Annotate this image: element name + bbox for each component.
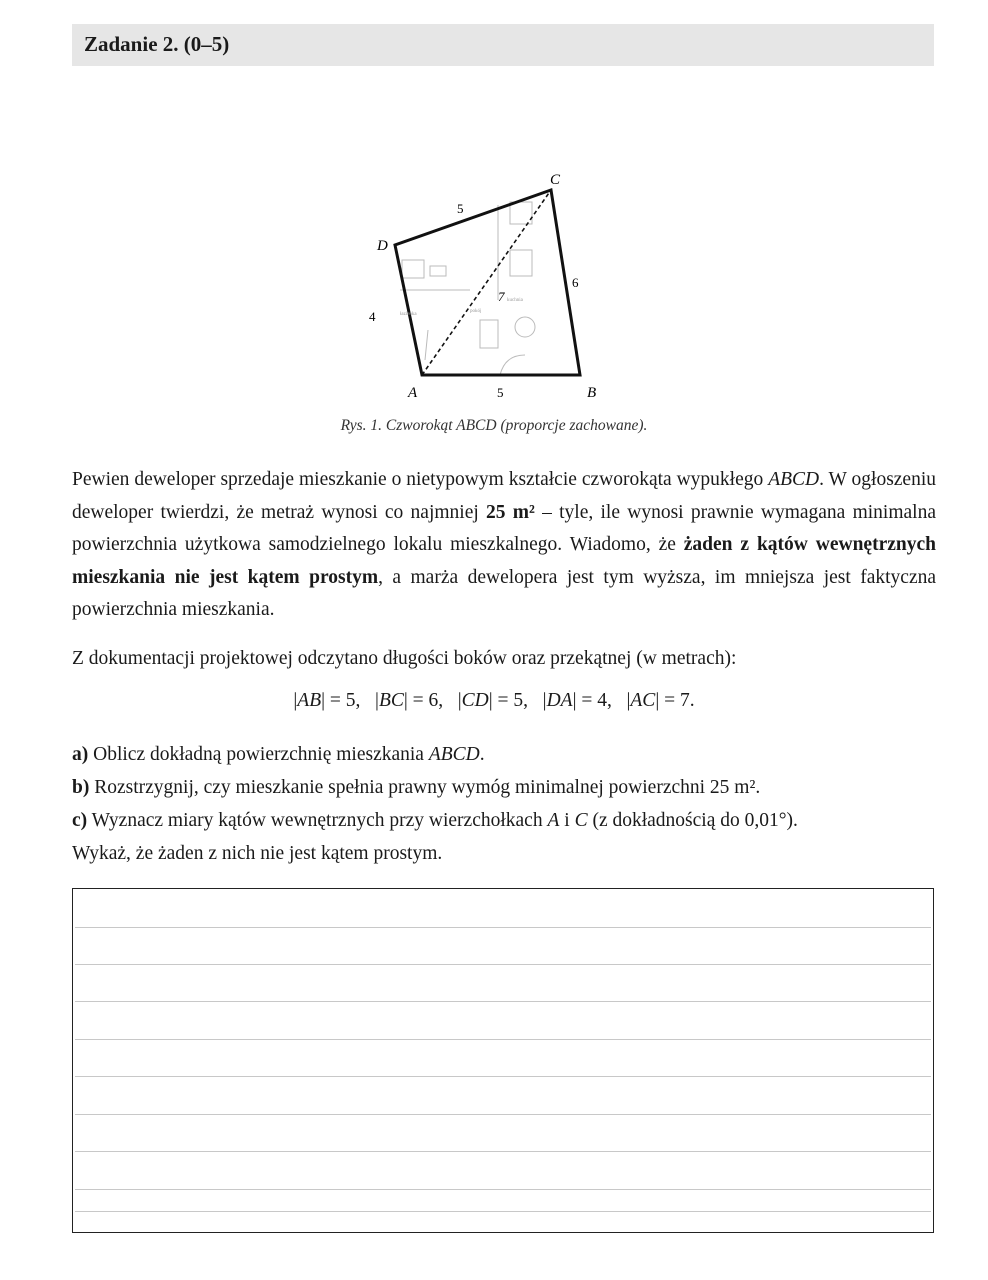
fridge-shape — [510, 250, 532, 276]
side-label-bc: 6 — [572, 275, 579, 290]
question-a-text: Oblicz dokładną powierzchnię mieszkania — [88, 744, 429, 765]
formula-bc: BC — [378, 690, 404, 711]
question-c — [72, 804, 952, 837]
question-a — [72, 738, 952, 771]
vertex-label-a: A — [408, 385, 418, 401]
bathtub-shape — [402, 260, 424, 278]
question-c-vertex-c: C — [574, 810, 588, 831]
formula-ac-value: = 7. — [659, 690, 695, 711]
door-arc — [500, 355, 525, 375]
answer-box[interactable] — [72, 888, 934, 1233]
paragraph-intro — [72, 464, 936, 627]
room-label-lazienka: łazienka — [400, 312, 417, 317]
question-c-label: c) — [72, 810, 88, 831]
intro-text-1: Pewien deweloper sprzedaje mieszkanie o nietypowym kształcie czworokąta wypukłego — [72, 469, 764, 490]
answer-line — [75, 1001, 931, 1002]
intro-bold-statement: żaden z kątów wewnętrznych mieszkania nie jest kątem prostym — [72, 534, 936, 588]
question-b-text: Rozstrzygnij, czy mieszkanie spełnia prawny wymóg minimalnej powierzchni 25 m². — [89, 777, 761, 798]
intro-text-2: . W ogłoszeniu deweloper twierdzi, że metraż wynosi co najmniej — [72, 469, 937, 523]
quadrilateral-outline — [395, 190, 580, 375]
answer-line — [75, 927, 931, 928]
room-label-pokoj: pokój — [470, 309, 482, 314]
side-label-da: 4 — [369, 309, 376, 324]
vertex-label-d: D — [377, 238, 388, 254]
intro-text-4: , a marża dewelopera jest tym wyższa, im mniejsza jest faktyczna powierzchnia mieszkania. — [72, 566, 937, 620]
question-a-label: a) — [72, 744, 89, 765]
task-title: Zadanie 2. (0–5) — [84, 32, 230, 56]
diagonal-label-ac: 7 — [498, 289, 505, 304]
wall-line — [425, 330, 428, 360]
formula-cd: CD — [461, 690, 489, 711]
questions-list — [72, 738, 952, 870]
side-label-cd: 5 — [457, 201, 464, 216]
formula-cd-value: = 5, — [492, 690, 529, 711]
table-shape — [515, 317, 535, 337]
intro-abcd: ABCD — [768, 469, 820, 490]
figure-caption: Rys. 1. Czworokąt ABCD (proporcje zachowane). — [340, 417, 648, 434]
question-c-text-1: Wyznacz miary kątów wewnętrznych przy wierzchołkach — [87, 810, 548, 831]
question-b — [72, 771, 952, 804]
intro-area: 25 m² — [486, 501, 535, 523]
formula-ab-value: = 5, — [325, 690, 361, 711]
stove-shape — [510, 202, 532, 224]
question-c-conjunction: i — [559, 810, 575, 831]
question-b-label: b) — [72, 777, 90, 798]
lengths-formula: |AB| = 5, |BC| = 6, |CD| = 5, |DA| = 4, |AC| = 7. — [293, 690, 695, 711]
formula-bc-value: = 6, — [407, 690, 444, 711]
answer-line — [75, 1076, 931, 1077]
question-a-end: . — [479, 744, 485, 765]
floor-plan-sketch — [400, 202, 535, 375]
side-label-ab: 5 — [497, 385, 504, 400]
formula-da: DA — [546, 690, 573, 711]
vertex-label-b: B — [587, 385, 597, 401]
question-c-proof: Wykaż, że żaden z nich nie jest kątem prostym. — [72, 843, 443, 864]
quadrilateral-figure — [350, 160, 620, 410]
answer-line — [75, 1151, 931, 1152]
question-c-vertex-a: A — [547, 810, 560, 831]
answer-line — [75, 1189, 931, 1190]
formula-ab: AB — [297, 690, 322, 711]
sink-shape — [430, 266, 446, 276]
figure-svg — [350, 160, 620, 410]
answer-line — [75, 1114, 931, 1115]
room-label-kuchnia: kuchnia — [507, 298, 523, 303]
diagonal-ac — [422, 190, 551, 375]
question-c-text-2: (z dokładnością do 0,01°). — [587, 810, 798, 831]
answer-line — [75, 1039, 931, 1040]
question-a-abcd: ABCD — [428, 744, 480, 765]
formula-da-value: = 4, — [576, 690, 612, 711]
task-header — [72, 24, 934, 66]
answer-line — [75, 1211, 931, 1212]
wardrobe-shape — [480, 320, 498, 348]
intro-text-3: – tyle, ile wynosi prawnie wymagana minimalna powierzchnia użytkowa samodzielnego lokalu mieszkalnego. Wiadomo, że — [72, 501, 936, 555]
answer-line — [75, 964, 931, 965]
paragraph-documentation: Z dokumentacji projektowej odczytano długości boków oraz przekątnej (w metrach): — [72, 648, 737, 669]
formula-ac: AC — [630, 690, 656, 711]
vertex-label-c: C — [550, 172, 561, 188]
